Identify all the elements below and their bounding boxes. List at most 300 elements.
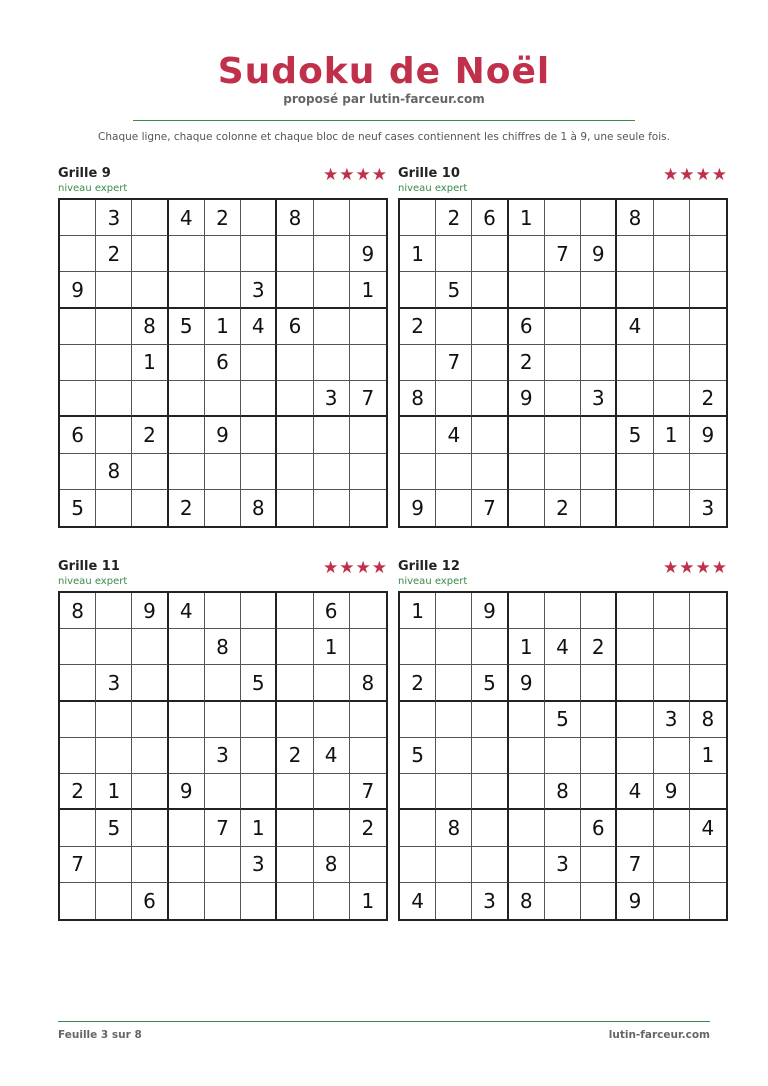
sudoku-cell: 9 bbox=[509, 381, 545, 417]
sudoku-cell bbox=[277, 883, 313, 919]
sudoku-cell bbox=[132, 847, 168, 883]
sudoku-cell bbox=[581, 738, 617, 774]
sudoku-cell: 8 bbox=[277, 200, 313, 236]
sudoku-cell: 4 bbox=[314, 738, 350, 774]
sudoku-cell bbox=[132, 454, 168, 490]
sudoku-cell bbox=[472, 345, 508, 381]
sudoku-cell bbox=[96, 593, 132, 629]
sudoku-cell: 4 bbox=[617, 774, 653, 810]
sudoku-cell: 1 bbox=[400, 593, 436, 629]
sudoku-cell: 9 bbox=[205, 417, 241, 453]
sudoku-cell bbox=[205, 774, 241, 810]
sudoku-cell bbox=[350, 847, 386, 883]
sudoku-cell bbox=[96, 738, 132, 774]
sudoku-cell: 1 bbox=[509, 629, 545, 665]
sudoku-cell: 2 bbox=[132, 417, 168, 453]
sudoku-cell bbox=[509, 847, 545, 883]
sudoku-cell bbox=[132, 774, 168, 810]
grid-level: niveau expert bbox=[398, 183, 468, 194]
sudoku-cell bbox=[314, 200, 350, 236]
sudoku-cell: 4 bbox=[436, 417, 472, 453]
sudoku-cell: 3 bbox=[472, 883, 508, 919]
sudoku-cell bbox=[654, 593, 690, 629]
sudoku-cell bbox=[60, 665, 96, 701]
sudoku-cell bbox=[241, 454, 277, 490]
sudoku-cell bbox=[690, 593, 726, 629]
sudoku-cell bbox=[314, 774, 350, 810]
sudoku-cell: 2 bbox=[400, 665, 436, 701]
sudoku-cell bbox=[314, 490, 350, 526]
sudoku-cell bbox=[654, 454, 690, 490]
sudoku-cell bbox=[96, 417, 132, 453]
sudoku-cell bbox=[545, 200, 581, 236]
sudoku-cell bbox=[205, 490, 241, 526]
sudoku-cell bbox=[400, 810, 436, 846]
sudoku-cell bbox=[314, 665, 350, 701]
sudoku-cell bbox=[277, 847, 313, 883]
sudoku-cell bbox=[205, 665, 241, 701]
sudoku-cell: 9 bbox=[509, 665, 545, 701]
sudoku-cell bbox=[132, 702, 168, 738]
sudoku-cell: 3 bbox=[241, 847, 277, 883]
sudoku-cell bbox=[241, 236, 277, 272]
sudoku-cell bbox=[205, 272, 241, 308]
sudoku-cell: 4 bbox=[169, 200, 205, 236]
sudoku-cell: 4 bbox=[169, 593, 205, 629]
sudoku-cell bbox=[314, 702, 350, 738]
sudoku-cell bbox=[205, 883, 241, 919]
sudoku-cell bbox=[581, 417, 617, 453]
sudoku-cell bbox=[690, 200, 726, 236]
sudoku-cell bbox=[169, 381, 205, 417]
sudoku-cell bbox=[581, 883, 617, 919]
sudoku-cell: 1 bbox=[509, 200, 545, 236]
sudoku-cell: 9 bbox=[690, 417, 726, 453]
sudoku-cell: 7 bbox=[350, 381, 386, 417]
sudoku-cell bbox=[241, 417, 277, 453]
sudoku-cell: 1 bbox=[314, 629, 350, 665]
sudoku-cell bbox=[436, 593, 472, 629]
sudoku-cell: 6 bbox=[314, 593, 350, 629]
sudoku-cell bbox=[169, 883, 205, 919]
sudoku-cell bbox=[654, 200, 690, 236]
sudoku-cell bbox=[581, 665, 617, 701]
sudoku-cell bbox=[436, 847, 472, 883]
sudoku-cell: 9 bbox=[169, 774, 205, 810]
sudoku-cell bbox=[581, 200, 617, 236]
sudoku-cell bbox=[96, 272, 132, 308]
sudoku-cell: 6 bbox=[205, 345, 241, 381]
sudoku-cell bbox=[654, 738, 690, 774]
sudoku-cell bbox=[60, 883, 96, 919]
sudoku-cell bbox=[690, 345, 726, 381]
sudoku-cell: 9 bbox=[581, 236, 617, 272]
sudoku-cell bbox=[205, 454, 241, 490]
sudoku-cell bbox=[690, 309, 726, 345]
sudoku-cell: 3 bbox=[581, 381, 617, 417]
sudoku-cell: 7 bbox=[472, 490, 508, 526]
sudoku-cell: 9 bbox=[132, 593, 168, 629]
sudoku-cell bbox=[400, 629, 436, 665]
sudoku-cell: 7 bbox=[205, 810, 241, 846]
sudoku-cell bbox=[132, 490, 168, 526]
sudoku-cell: 8 bbox=[314, 847, 350, 883]
sudoku-cell bbox=[314, 883, 350, 919]
sudoku-cell: 2 bbox=[509, 345, 545, 381]
sudoku-cell bbox=[96, 381, 132, 417]
sudoku-cell bbox=[472, 774, 508, 810]
sudoku-cell bbox=[350, 490, 386, 526]
sudoku-cell bbox=[581, 454, 617, 490]
sudoku-cell bbox=[277, 236, 313, 272]
sudoku-cell bbox=[60, 629, 96, 665]
sudoku-cell bbox=[617, 345, 653, 381]
page-subtitle: proposé par lutin-farceur.com bbox=[283, 92, 485, 106]
sudoku-cell bbox=[205, 593, 241, 629]
sudoku-cell bbox=[581, 593, 617, 629]
footer-site: lutin-farceur.com bbox=[608, 1029, 710, 1041]
sudoku-cell bbox=[400, 454, 436, 490]
grid-title: Grille 10 bbox=[398, 166, 460, 181]
sudoku-cell bbox=[436, 883, 472, 919]
sudoku-cell bbox=[60, 236, 96, 272]
header-divider bbox=[133, 120, 635, 121]
sudoku-cell bbox=[581, 847, 617, 883]
sudoku-cell bbox=[436, 629, 472, 665]
sudoku-cell bbox=[132, 738, 168, 774]
sudoku-cell bbox=[472, 417, 508, 453]
sudoku-cell bbox=[545, 345, 581, 381]
sudoku-cell bbox=[96, 490, 132, 526]
sudoku-cell: 2 bbox=[690, 381, 726, 417]
sudoku-cell bbox=[509, 454, 545, 490]
sudoku-cell bbox=[581, 702, 617, 738]
sudoku-cell: 7 bbox=[436, 345, 472, 381]
sudoku-cell bbox=[617, 665, 653, 701]
sudoku-cell bbox=[277, 454, 313, 490]
sudoku-cell: 6 bbox=[472, 200, 508, 236]
sudoku-cell: 4 bbox=[617, 309, 653, 345]
sudoku-cell bbox=[400, 702, 436, 738]
sudoku-cell bbox=[400, 272, 436, 308]
sudoku-cell bbox=[472, 454, 508, 490]
sudoku-cell bbox=[241, 629, 277, 665]
sudoku-cell: 7 bbox=[617, 847, 653, 883]
sudoku-cell bbox=[314, 272, 350, 308]
sudoku-cell: 5 bbox=[472, 665, 508, 701]
sudoku-cell: 5 bbox=[169, 309, 205, 345]
sudoku-cell bbox=[617, 454, 653, 490]
sudoku-cell: 3 bbox=[701, 495, 715, 520]
sudoku-cell bbox=[509, 738, 545, 774]
sudoku-cell: 9 bbox=[617, 883, 653, 919]
sudoku-cell: 1 bbox=[350, 272, 386, 308]
sudoku-cell bbox=[400, 847, 436, 883]
sudoku-cell bbox=[314, 417, 350, 453]
sudoku-cell: 2 bbox=[350, 810, 386, 846]
sudoku-cell bbox=[169, 272, 205, 308]
sudoku-cell bbox=[350, 309, 386, 345]
sudoku-cell bbox=[60, 738, 96, 774]
sudoku-cell bbox=[241, 345, 277, 381]
sudoku-cell: 8 bbox=[96, 454, 132, 490]
sudoku-cell bbox=[472, 810, 508, 846]
sudoku-cell bbox=[350, 738, 386, 774]
sudoku-cell bbox=[654, 810, 690, 846]
sudoku-cell bbox=[60, 810, 96, 846]
sudoku-cell bbox=[472, 629, 508, 665]
sudoku-cell bbox=[545, 381, 581, 417]
sudoku-cell bbox=[169, 702, 205, 738]
sudoku-cell bbox=[654, 381, 690, 417]
sudoku-grid bbox=[58, 591, 388, 921]
sudoku-cell bbox=[690, 774, 726, 810]
sudoku-cell bbox=[277, 665, 313, 701]
sudoku-cell bbox=[617, 490, 653, 526]
sudoku-cell bbox=[545, 454, 581, 490]
sudoku-cell: 1 bbox=[361, 888, 375, 913]
sudoku-cell bbox=[96, 702, 132, 738]
sudoku-cell: 8 bbox=[350, 665, 386, 701]
sudoku-cell bbox=[472, 738, 508, 774]
sudoku-grid bbox=[58, 198, 388, 528]
sudoku-cell bbox=[60, 702, 96, 738]
sudoku-cell bbox=[132, 665, 168, 701]
sudoku-cell bbox=[654, 665, 690, 701]
sudoku-cell bbox=[60, 309, 96, 345]
sudoku-cell bbox=[132, 272, 168, 308]
sudoku-cell bbox=[241, 381, 277, 417]
sudoku-cell: 5 bbox=[617, 417, 653, 453]
sudoku-cell bbox=[169, 236, 205, 272]
footer-divider bbox=[58, 1021, 710, 1022]
sudoku-cell bbox=[350, 629, 386, 665]
sudoku-cell: 3 bbox=[654, 702, 690, 738]
sudoku-cell bbox=[654, 272, 690, 308]
sudoku-cell bbox=[654, 883, 690, 919]
sudoku-cell bbox=[314, 345, 350, 381]
sudoku-cell bbox=[436, 309, 472, 345]
sudoku-cell bbox=[350, 702, 386, 738]
sudoku-cell: 8 bbox=[132, 309, 168, 345]
sudoku-cell: 1 bbox=[654, 417, 690, 453]
sudoku-cell bbox=[241, 738, 277, 774]
sudoku-cell bbox=[169, 847, 205, 883]
sudoku-cell bbox=[314, 309, 350, 345]
sudoku-cell bbox=[205, 847, 241, 883]
sudoku-cell bbox=[654, 345, 690, 381]
sudoku-cell bbox=[350, 454, 386, 490]
sudoku-cell: 4 bbox=[241, 309, 277, 345]
sudoku-cell bbox=[545, 272, 581, 308]
page-number: Feuille 3 sur 8 bbox=[58, 1029, 142, 1041]
sudoku-cell bbox=[277, 593, 313, 629]
sudoku-cell bbox=[436, 774, 472, 810]
sudoku-cell: 7 bbox=[60, 847, 96, 883]
sudoku-cell: 5 bbox=[96, 810, 132, 846]
sudoku-cell bbox=[509, 490, 545, 526]
sudoku-cell: 8 bbox=[509, 883, 545, 919]
sudoku-cell: 8 bbox=[205, 629, 241, 665]
sudoku-cell bbox=[169, 629, 205, 665]
sudoku-cell: 6 bbox=[277, 309, 313, 345]
sudoku-cell: 8 bbox=[545, 774, 581, 810]
sudoku-cell bbox=[169, 454, 205, 490]
sudoku-cell: 3 bbox=[314, 381, 350, 417]
difficulty-stars: ★★★★ bbox=[663, 558, 728, 578]
sudoku-cell: 8 bbox=[400, 381, 436, 417]
sudoku-cell bbox=[690, 236, 726, 272]
sudoku-cell bbox=[654, 490, 690, 526]
sudoku-cell bbox=[205, 702, 241, 738]
sudoku-cell bbox=[436, 381, 472, 417]
sudoku-cell bbox=[617, 236, 653, 272]
sudoku-cell: 8 bbox=[436, 810, 472, 846]
sudoku-cell bbox=[96, 883, 132, 919]
sudoku-cell: 3 bbox=[96, 665, 132, 701]
sudoku-cell bbox=[314, 236, 350, 272]
sudoku-cell bbox=[132, 629, 168, 665]
sudoku-cell bbox=[545, 309, 581, 345]
sudoku-cell bbox=[96, 847, 132, 883]
sudoku-cell: 5 bbox=[545, 702, 581, 738]
sudoku-cell bbox=[472, 847, 508, 883]
sudoku-cell bbox=[436, 702, 472, 738]
sudoku-cell bbox=[617, 810, 653, 846]
sudoku-cell bbox=[617, 702, 653, 738]
sudoku-cell: 2 bbox=[277, 738, 313, 774]
sudoku-cell: 6 bbox=[509, 309, 545, 345]
sudoku-cell: 1 bbox=[690, 738, 726, 774]
difficulty-stars: ★★★★ bbox=[323, 165, 388, 185]
sudoku-cell bbox=[545, 883, 581, 919]
sudoku-cell bbox=[617, 272, 653, 308]
sudoku-cell bbox=[690, 629, 726, 665]
sudoku-cell bbox=[277, 345, 313, 381]
page-title: Sudoku de Noël bbox=[217, 51, 551, 92]
sudoku-cell bbox=[472, 381, 508, 417]
sudoku-cell: 8 bbox=[241, 490, 277, 526]
sudoku-cell bbox=[314, 454, 350, 490]
sudoku-cell bbox=[654, 309, 690, 345]
sudoku-cell bbox=[436, 490, 472, 526]
grid-level: niveau expert bbox=[58, 576, 128, 587]
sudoku-cell bbox=[581, 490, 617, 526]
sudoku-cell: 4 bbox=[400, 883, 436, 919]
sudoku-grid bbox=[398, 591, 728, 921]
sudoku-cell bbox=[169, 738, 205, 774]
sudoku-cell bbox=[581, 309, 617, 345]
sudoku-cell bbox=[60, 345, 96, 381]
sudoku-cell bbox=[350, 417, 386, 453]
sudoku-cell bbox=[690, 454, 726, 490]
sudoku-cell: 2 bbox=[545, 490, 581, 526]
grid-level: niveau expert bbox=[58, 183, 128, 194]
sudoku-cell: 9 bbox=[472, 593, 508, 629]
sudoku-cell bbox=[400, 417, 436, 453]
sudoku-cell bbox=[400, 345, 436, 381]
sudoku-cell: 9 bbox=[60, 272, 96, 308]
sudoku-cell bbox=[654, 236, 690, 272]
difficulty-stars: ★★★★ bbox=[663, 165, 728, 185]
sudoku-cell bbox=[241, 593, 277, 629]
sudoku-cell bbox=[169, 345, 205, 381]
sudoku-cell: 2 bbox=[436, 200, 472, 236]
sudoku-cell: 9 bbox=[654, 774, 690, 810]
sudoku-cell: 7 bbox=[350, 774, 386, 810]
sudoku-cell bbox=[277, 381, 313, 417]
sudoku-cell bbox=[400, 774, 436, 810]
sudoku-cell bbox=[436, 236, 472, 272]
grid-title: Grille 9 bbox=[58, 166, 111, 181]
grid-level: niveau expert bbox=[398, 576, 468, 587]
sudoku-cell bbox=[241, 200, 277, 236]
sudoku-cell bbox=[205, 236, 241, 272]
sudoku-cell bbox=[472, 272, 508, 308]
sudoku-cell bbox=[314, 810, 350, 846]
sudoku-cell bbox=[350, 345, 386, 381]
sudoku-cell: 3 bbox=[545, 847, 581, 883]
sudoku-cell bbox=[436, 738, 472, 774]
sudoku-cell: 6 bbox=[60, 417, 96, 453]
sudoku-cell bbox=[509, 272, 545, 308]
sudoku-cell bbox=[60, 381, 96, 417]
sudoku-cell bbox=[277, 774, 313, 810]
sudoku-cell bbox=[581, 345, 617, 381]
sudoku-cell bbox=[277, 417, 313, 453]
sudoku-cell bbox=[617, 593, 653, 629]
sudoku-cell: 6 bbox=[581, 810, 617, 846]
sudoku-cell bbox=[96, 309, 132, 345]
sudoku-cell: 2 bbox=[205, 200, 241, 236]
sudoku-cell bbox=[509, 236, 545, 272]
sudoku-cell: 3 bbox=[241, 272, 277, 308]
sudoku-cell bbox=[277, 629, 313, 665]
sudoku-cell bbox=[241, 883, 277, 919]
sudoku-cell: 2 bbox=[169, 490, 205, 526]
sudoku-cell bbox=[132, 200, 168, 236]
sudoku-cell bbox=[472, 309, 508, 345]
sudoku-cell: 5 bbox=[60, 490, 96, 526]
sudoku-cell bbox=[545, 665, 581, 701]
sudoku-cell bbox=[350, 200, 386, 236]
sudoku-cell bbox=[241, 702, 277, 738]
sudoku-cell bbox=[472, 236, 508, 272]
sudoku-cell bbox=[617, 738, 653, 774]
sudoku-cell bbox=[509, 702, 545, 738]
sudoku-cell: 1 bbox=[132, 345, 168, 381]
sudoku-cell bbox=[277, 810, 313, 846]
sudoku-grid bbox=[398, 198, 728, 528]
sudoku-cell: 5 bbox=[436, 272, 472, 308]
sudoku-cell: 8 bbox=[617, 200, 653, 236]
sudoku-cell: 5 bbox=[400, 738, 436, 774]
sudoku-cell bbox=[241, 774, 277, 810]
sudoku-cell bbox=[509, 417, 545, 453]
sudoku-cell bbox=[132, 236, 168, 272]
sudoku-cell bbox=[509, 810, 545, 846]
sudoku-cell bbox=[690, 665, 726, 701]
sudoku-cell bbox=[472, 702, 508, 738]
sudoku-cell bbox=[277, 272, 313, 308]
sudoku-cell: 1 bbox=[241, 810, 277, 846]
sudoku-cell bbox=[509, 774, 545, 810]
sudoku-cell bbox=[545, 417, 581, 453]
sudoku-cell: 8 bbox=[690, 702, 726, 738]
sudoku-cell bbox=[205, 381, 241, 417]
sudoku-cell: 1 bbox=[205, 309, 241, 345]
sudoku-cell: 2 bbox=[60, 774, 96, 810]
